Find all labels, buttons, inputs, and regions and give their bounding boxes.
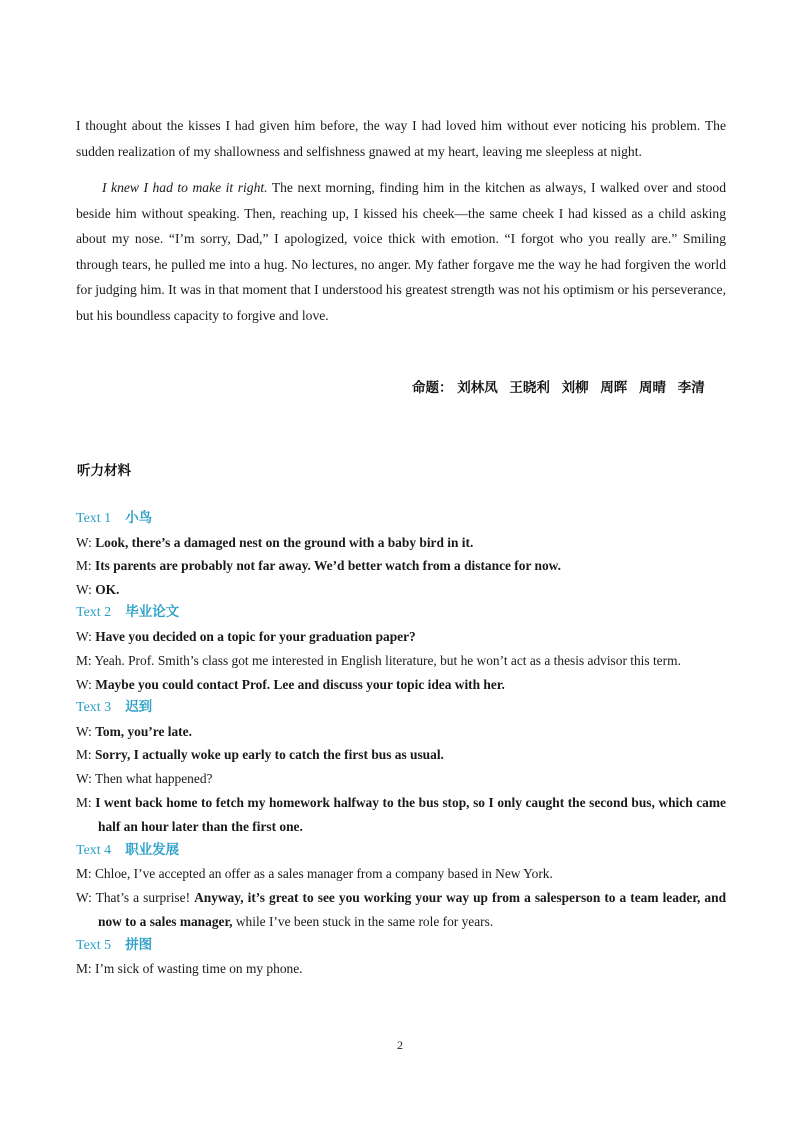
section-title: 听力材料 <box>77 463 131 479</box>
dialogue-line <box>76 957 726 981</box>
plain-sentence: Then what happened? <box>94 770 213 786</box>
key-sentence: Maybe you could contact Prof. Lee and discuss your topic idea with her. <box>95 676 505 692</box>
credit-name: 刘林凤 <box>457 380 498 396</box>
speaker-label: M: <box>76 652 95 668</box>
text-label: Text 1 <box>76 511 112 526</box>
plain-sentence: Yeah. Prof. Smith’s class got me interested in English literature, but he won’t act as a thesis advisor this term. <box>94 652 681 668</box>
key-sentence: Anyway, it’s great to see you working your way up from a salesperson to a team leader, and now to a sales manager, <box>98 889 727 929</box>
key-sentence: Have you decided on a topic for your graduation paper? <box>95 628 416 644</box>
story-excerpt <box>76 113 726 328</box>
text-topic: 职业发展 <box>125 841 180 858</box>
text-heading <box>76 507 726 531</box>
credits-label: 命题： <box>412 380 453 396</box>
text-heading <box>76 934 726 958</box>
dialogue-line <box>76 743 726 767</box>
text-label: Text 3 <box>76 700 112 716</box>
speaker-label: M: <box>76 794 96 810</box>
key-sentence: Its parents are probably not far away. We’d better watch from a distance for now. <box>94 558 561 574</box>
credit-name: 李清 <box>677 380 705 396</box>
text-topic: 迟到 <box>125 699 153 716</box>
credit-name: 周晴 <box>639 380 667 396</box>
key-sentence: OK. <box>95 581 120 597</box>
text-label: Text 5 <box>76 937 112 953</box>
speaker-label: W: <box>76 676 96 692</box>
text-heading <box>76 601 726 625</box>
text-label: Text 4 <box>76 842 112 858</box>
key-sentence: I went back home to fetch my homework halfway to the bus stop, so I only caught the second bus, which came half an hour later than the first one. <box>95 794 726 834</box>
dialogue-line <box>76 791 726 839</box>
text-topic: 拼图 <box>125 936 153 953</box>
plain-sentence: I’m sick of wasting time on my phone. <box>94 961 303 977</box>
speaker-label: M: <box>76 866 95 882</box>
story-paragraph-1: I thought about the kisses I had given him before, the way I had loved him without ever noticing his problem. The sudden realization of my shallowness and selfishness gnawed at my heart, leaving me sleepless at night. <box>76 118 726 159</box>
speaker-label: W: <box>76 581 96 597</box>
plain-sentence: That’s a surprise! <box>95 889 195 905</box>
credit-name: 王晓利 <box>509 380 550 396</box>
speaker-label: W: <box>76 770 95 786</box>
key-sentence: Sorry, I actually woke up early to catch the first bus as usual. <box>94 747 444 763</box>
text-topic: 小鸟 <box>125 510 153 526</box>
speaker-label: M: <box>76 747 95 763</box>
speaker-label: W: <box>76 628 96 644</box>
speaker-label: M: <box>76 961 95 977</box>
story-paragraph-2 <box>76 175 726 328</box>
dialogue-line <box>76 673 726 697</box>
dialogue-line <box>76 625 726 649</box>
speaker-label: W: <box>76 534 96 550</box>
text-heading <box>76 839 726 863</box>
story-paragraph-2-italic: I knew I had to make it right. <box>102 180 268 195</box>
page-number: 2 <box>397 1038 403 1052</box>
text-label: Text 2 <box>76 605 112 621</box>
dialogue-line <box>76 720 726 744</box>
speaker-label: W: <box>76 723 96 739</box>
speaker-label: W: <box>76 889 96 905</box>
dialogue-line <box>76 886 726 934</box>
key-sentence: Look, there’s a damaged nest on the ground with a baby bird in it. <box>95 534 474 550</box>
author-credits <box>412 376 705 396</box>
text-topic: 毕业论文 <box>125 604 180 621</box>
plain-sentence: while I’ve been stuck in the same role for years. <box>232 913 494 929</box>
dialogue-line <box>76 649 726 673</box>
speaker-label: M: <box>76 558 95 574</box>
dialogue-line <box>76 767 726 791</box>
text-heading <box>76 696 726 720</box>
story-paragraph-2-text: The next morning, finding him in the kitchen as always, I walked over and stood beside him without speaking. Then, reaching up, I kissed his cheek—the same cheek I had kissed as a child asking about my nose. “I’m sorry, Dad,” I apologized, voice thick with emotion. “I forgot who you really are.” Smiling through tears, he pulled me into a hug. No lectures, no anger. My father forgave me the way he had forgiven the world for judging him. It was in that moment that I understood his greatest strength was not his optimism or his perseverance, but his boundless capacity to forgive and love. <box>76 180 726 323</box>
listening-transcript <box>76 507 726 981</box>
dialogue-line <box>76 531 726 555</box>
dialogue-line <box>76 862 726 886</box>
credit-name: 刘柳 <box>561 380 589 396</box>
credit-name: 周晖 <box>600 380 628 396</box>
key-sentence: Tom, you’re late. <box>95 723 192 739</box>
dialogue-line <box>76 578 726 602</box>
plain-sentence: Chloe, I’ve accepted an offer as a sales manager from a company based in New York. <box>94 866 553 882</box>
dialogue-line <box>76 554 726 578</box>
